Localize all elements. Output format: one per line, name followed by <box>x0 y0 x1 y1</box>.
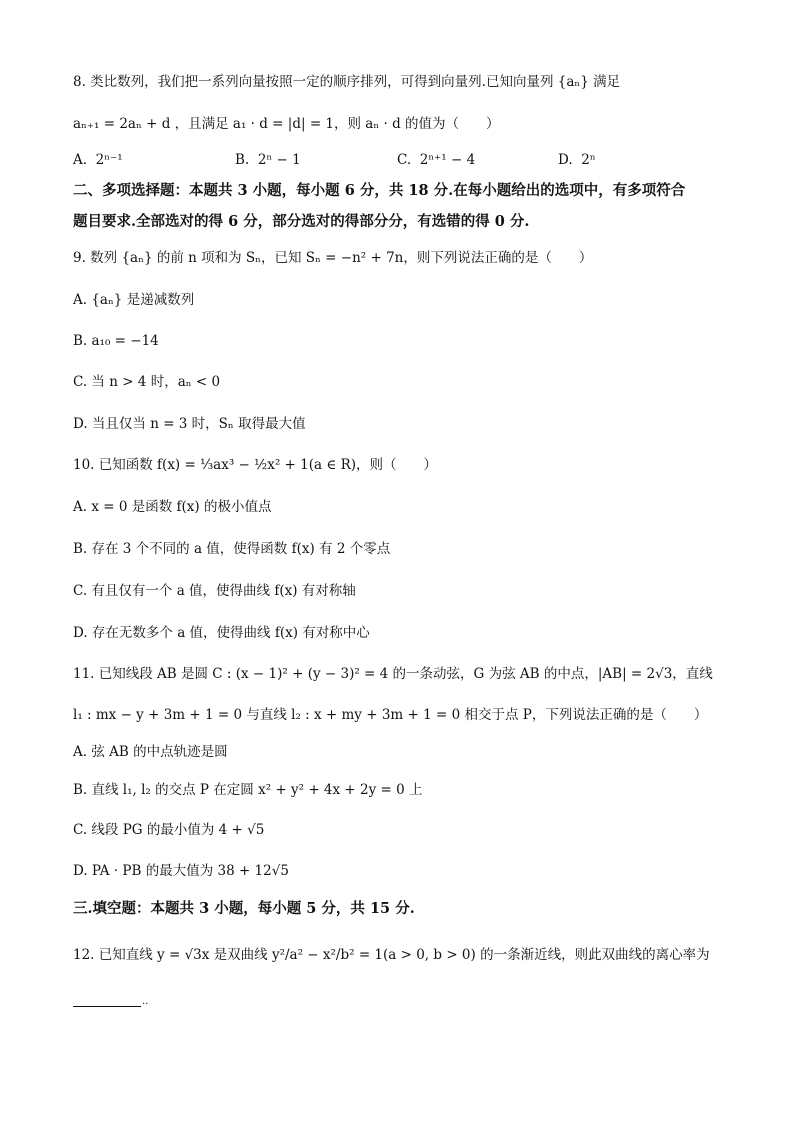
q12-stem: 12. 已知直线 y = √3x 是双曲线 y²/a² − x²/b² = 1(a > 0, b > 0) 的一条渐近线，则此双曲线的离心率为 <box>73 947 710 963</box>
q11-option-b: B. 直线 l₁, l₂ 的交点 P 在定圆 x² + y² + 4x + 2y = 0 上 <box>73 782 423 798</box>
q8-option-c-value: 2ⁿ⁺¹ − 4 <box>419 152 476 168</box>
section2-heading-line2: 题目要求.全部选对的得 6 分，部分选对的得部分分，有选错的得 0 分. <box>73 213 530 230</box>
q11-stem-line2: l₁ : mx − y + 3m + 1 = 0 与直线 l₂ : x + my + 3m + 1 = 0 相交于点 P，下列说法正确的是（ ） <box>73 707 708 723</box>
q8-option-d-label: D. <box>558 152 573 168</box>
q8-option-a <box>73 150 123 170</box>
q10-option-b: B. 存在 3 个不同的 a 值，使得函数 f(x) 有 2 个零点 <box>73 541 391 557</box>
section3-heading: 三.填空题：本题共 3 小题，每小题 5 分，共 15 分. <box>73 900 415 917</box>
q8-option-b <box>235 150 301 170</box>
q11-option-a: A. 弦 AB 的中点轨迹是圆 <box>73 744 228 760</box>
q8-option-d <box>558 150 596 170</box>
q8-option-d-value: 2ⁿ <box>581 152 596 168</box>
q12-answer-blank[interactable] <box>73 1006 141 1007</box>
q8-line2: aₙ₊₁ = 2aₙ + d ，且满足 a₁ · d = |d| = 1，则 aₙ · d 的值为（ ） <box>73 116 500 132</box>
q10-option-a: A. x = 0 是函数 f(x) 的极小值点 <box>73 499 272 515</box>
q8-option-c-label: C. <box>397 152 412 168</box>
q9-option-b: B. a₁₀ = −14 <box>73 333 159 349</box>
q10-stem: 10. 已知函数 f(x) = ⅓ax³ − ½x² + 1(a ∈ R)，则（ ） <box>73 457 438 473</box>
q8-line1: 8. 类比数列，我们把一系列向量按照一定的顺序排列，可得到向量列.已知向量列 {aₙ} 满足 <box>73 74 621 90</box>
section2-heading-line1: 二、多项选择题：本题共 3 小题，每小题 6 分，共 18 分.在每小题给出的选项中，有多项符合 <box>73 182 686 199</box>
q12-tail: .. <box>142 996 149 1007</box>
q9-option-a: A. {aₙ} 是递减数列 <box>73 292 195 308</box>
q8-option-a-label: A. <box>73 152 88 168</box>
q11-option-d: D. PA · PB 的最大值为 38 + 12√5 <box>73 863 289 879</box>
q9-stem: 9. 数列 {aₙ} 的前 n 项和为 Sₙ，已知 Sₙ = −n² + 7n，则下列说法正确的是（ ） <box>73 250 593 266</box>
q8-option-c <box>397 150 475 170</box>
q9-option-c: C. 当 n > 4 时，aₙ < 0 <box>73 374 221 390</box>
q8-option-b-value: 2ⁿ − 1 <box>257 152 301 168</box>
q10-option-d: D. 存在无数多个 a 值，使得曲线 f(x) 有对称中心 <box>73 625 370 641</box>
q10-option-c: C. 有且仅有一个 a 值，使得曲线 f(x) 有对称轴 <box>73 583 356 599</box>
q8-option-a-value: 2ⁿ⁻¹ <box>95 152 123 168</box>
q11-stem-line1: 11. 已知线段 AB 是圆 C : (x − 1)² + (y − 3)² = 4 的一条动弦，G 为弦 AB 的中点，|AB| = 2√3，直线 <box>73 666 713 682</box>
q9-option-d: D. 当且仅当 n = 3 时，Sₙ 取得最大值 <box>73 416 306 432</box>
q11-option-c: C. 线段 PG 的最小值为 4 + √5 <box>73 822 265 838</box>
q8-option-b-label: B. <box>235 152 250 168</box>
